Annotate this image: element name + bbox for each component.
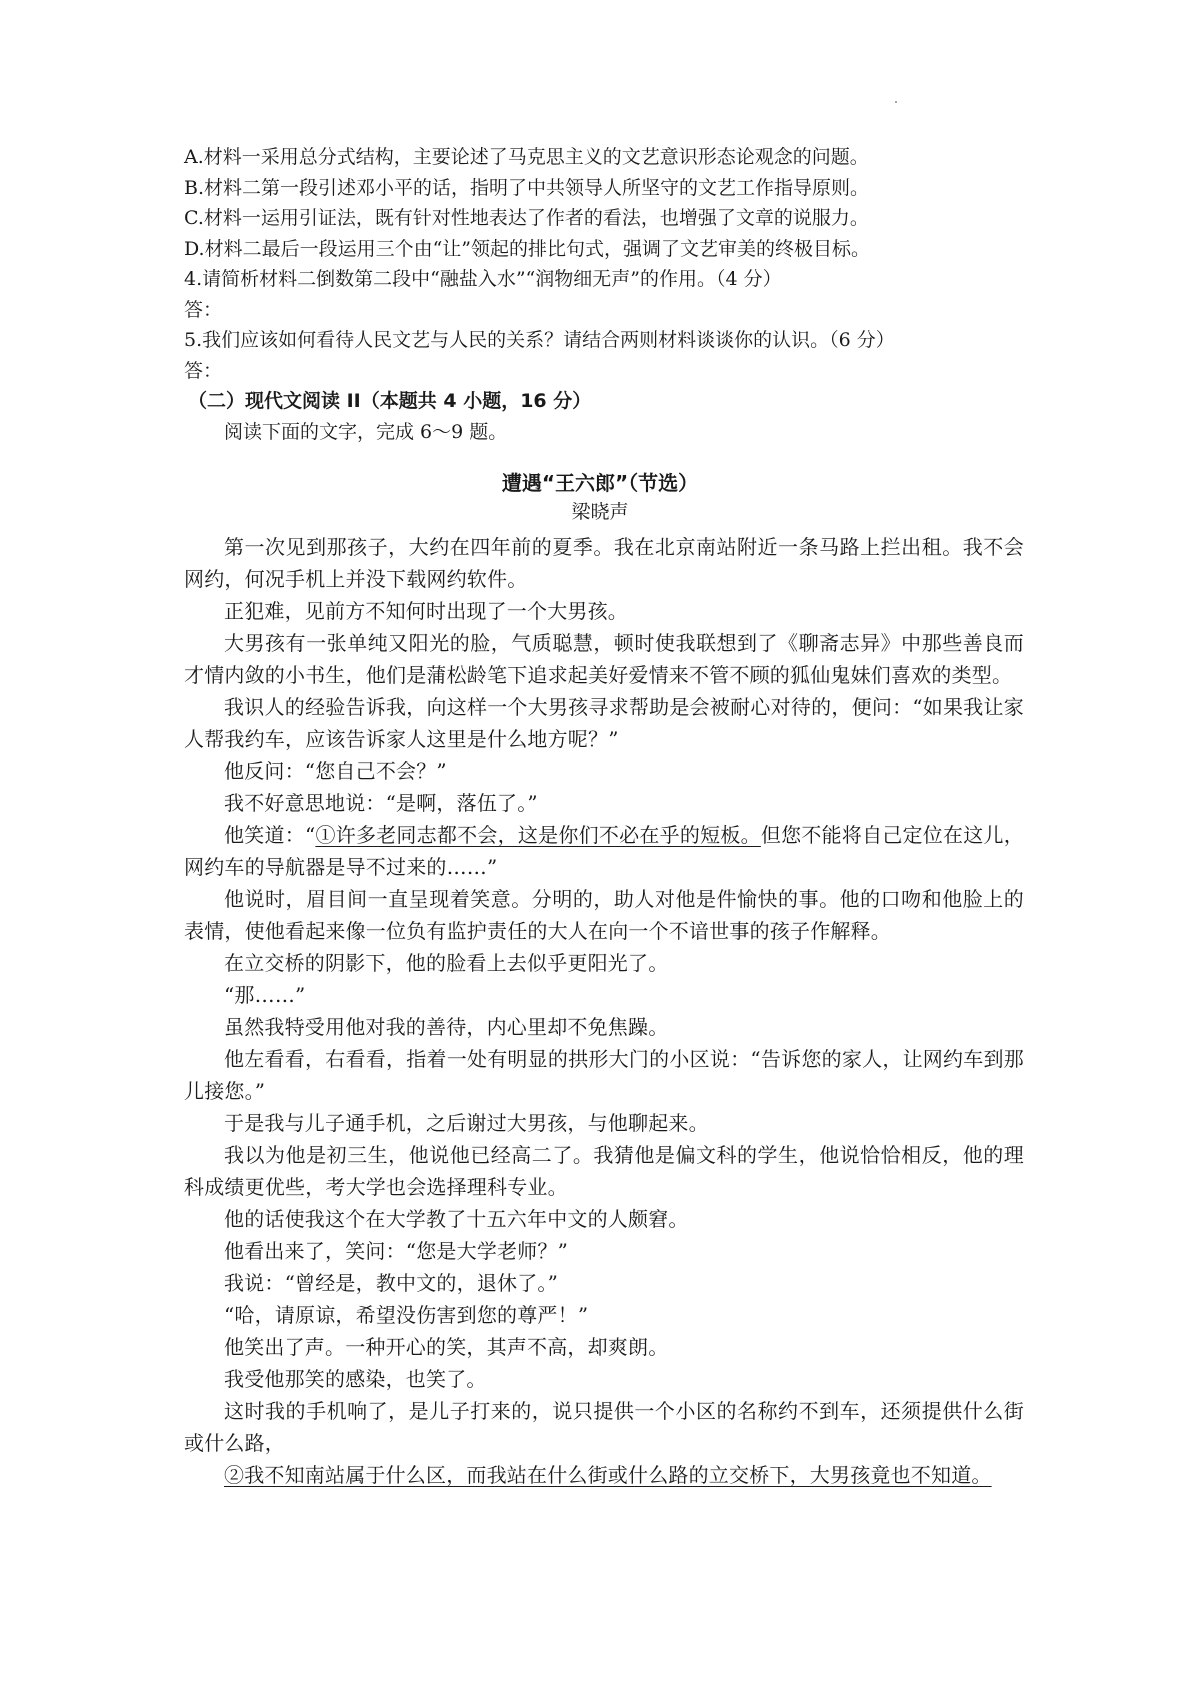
paragraph: 虽然我特受用他对我的善待，内心里却不免焦躁。 bbox=[224, 1015, 669, 1039]
paragraph: 我说：“曾经是，教中文的，退休了。” bbox=[224, 1271, 559, 1295]
answer-label-4: 答： bbox=[184, 298, 223, 321]
reading-instruction: 阅读下面的文字，完成 6～9 题。 bbox=[224, 420, 508, 443]
paragraph: 我不好意思地说：“是啊，落伍了。” bbox=[224, 791, 538, 815]
option-b: B.材料二第一段引述邓小平的话，指明了中共领导人所坚守的文艺工作指导原则。 bbox=[184, 176, 870, 199]
underlined-sentence-2: ②我不知南站属于什么区，而我站在什么街或什么路的立交桥下，大男孩竟也不知道。 bbox=[224, 1463, 992, 1487]
paragraph: 我以为他是初三生，他说他已经高二了。我猜他是偏文科的学生，他说恰恰相反，他的理科成绩更优些，考大学也会选择理科专业。 bbox=[184, 1143, 1024, 1199]
paragraph: 我受他那笑的感染，也笑了。 bbox=[224, 1367, 487, 1391]
paragraph: 他看出来了，笑问：“您是大学老师？” bbox=[224, 1239, 569, 1263]
paragraph-lead: 他笑道：“ bbox=[224, 823, 316, 847]
paragraph: 他的话使我这个在大学教了十五六年中文的人颇窘。 bbox=[224, 1207, 689, 1231]
question-block bbox=[184, 142, 1044, 447]
paragraph: 他说时，眉目间一直呈现着笑意。分明的，助人对他是件愉快的事。他的口吻和他脸上的表情，使他看起来像一位负有监护责任的大人在向一个不谙世事的孩子作解释。 bbox=[184, 887, 1024, 943]
paragraph: 他笑出了声。一种开心的笑，其声不高，却爽朗。 bbox=[224, 1335, 669, 1359]
paragraph-tail: 但您不能将自己定位在这儿，网约车的导航器是导不过来的……” bbox=[184, 823, 1024, 879]
passage-author: 梁晓声 bbox=[571, 501, 629, 523]
paragraph: 我识人的经验告诉我，向这样一个大男孩寻求帮助是会被耐心对待的，便问：“如果我让家人帮我约车，应该告诉家人这里是什么地方呢？” bbox=[184, 695, 1024, 751]
paragraph: 于是我与儿子通手机，之后谢过大男孩，与他聊起来。 bbox=[224, 1111, 709, 1135]
paragraph-with-underline-1 bbox=[184, 819, 1024, 883]
paragraph: 在立交桥的阴影下，他的脸看上去似乎更阳光了。 bbox=[224, 951, 669, 975]
paragraph: 大男孩有一张单纯又阳光的脸，气质聪慧，顿时使我联想到了《聊斋志异》中那些善良而才情内敛的小书生，他们是蒲松龄笔下追求起美好爱情来不管不顾的狐仙鬼妹们喜欢的类型。 bbox=[184, 631, 1024, 687]
underlined-sentence-1: ①许多老同志都不会，这是你们不必在乎的短板。 bbox=[315, 823, 761, 847]
paragraph: 正犯难，见前方不知何时出现了一个大男孩。 bbox=[224, 599, 628, 623]
paragraph: “那……” bbox=[224, 983, 306, 1007]
paragraph: 第一次见到那孩子，大约在四年前的夏季。我在北京南站附近一条马路上拦出租。我不会网约，何况手机上并没下载网约软件。 bbox=[184, 535, 1024, 591]
passage-title: 遭遇“王六郎”（节选） bbox=[501, 471, 699, 495]
paragraph: 他左看看，右看看，指着一处有明显的拱形大门的小区说：“告诉您的家人，让网约车到那儿接您。” bbox=[184, 1047, 1024, 1103]
option-d: D.材料二最后一段运用三个由“让”领起的排比句式，强调了文艺审美的终极目标。 bbox=[184, 237, 871, 260]
option-c: C.材料一运用引证法，既有针对性地表达了作者的看法，也增强了文章的说服力。 bbox=[184, 207, 869, 229]
paragraph-with-underline-2 bbox=[184, 1459, 1024, 1491]
section-heading: （二）现代文阅读 II（本题共 4 小题，16 分） bbox=[188, 390, 592, 412]
paragraph: “哈，请原谅，希望没伤害到您的尊严！” bbox=[224, 1303, 589, 1327]
paragraph: 这时我的手机响了，是儿子打来的，说只提供一个小区的名称约不到车，还须提供什么街或什么路， bbox=[184, 1399, 1024, 1455]
scan-speck bbox=[895, 101, 897, 103]
question-4: 4.请简析材料二倒数第二段中“融盐入水”“润物细无声”的作用。（4 分） bbox=[184, 268, 782, 290]
option-a: A.材料一采用总分式结构，主要论述了马克思主义的文艺意识形态论观念的问题。 bbox=[184, 146, 869, 168]
question-5: 5.我们应该如何看待人民文艺与人民的关系？请结合两则材料谈谈你的认识。（6 分） bbox=[184, 329, 895, 351]
paragraph: 他反问：“您自己不会？” bbox=[224, 759, 447, 783]
answer-label-5: 答： bbox=[184, 359, 223, 382]
passage-body bbox=[184, 531, 1024, 1491]
